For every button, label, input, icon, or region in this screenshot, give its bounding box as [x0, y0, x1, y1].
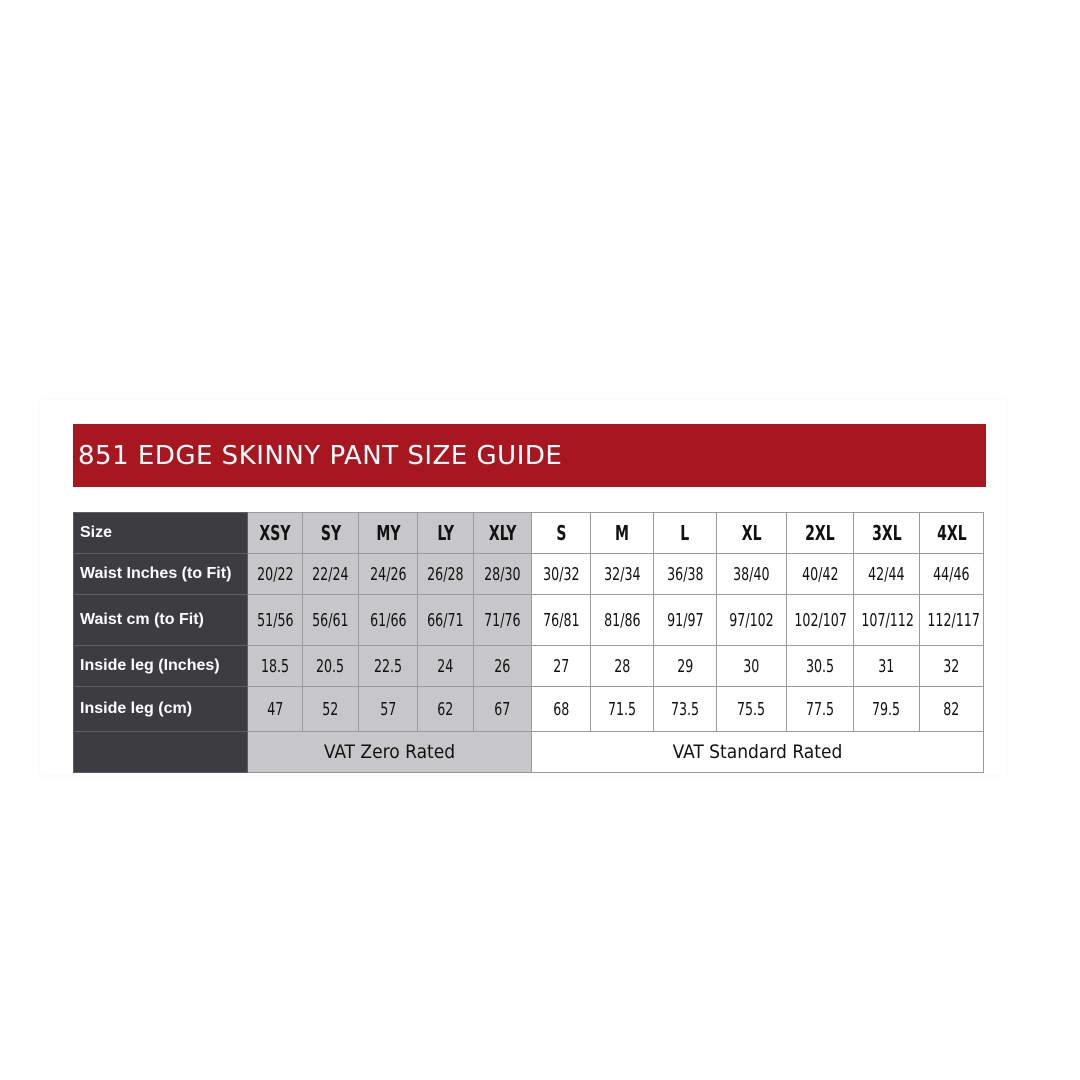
inside-leg-cm-cell — [654, 687, 717, 732]
row-label-size: Size — [74, 513, 248, 554]
row-label-waist-inches: Waist Inches (to Fit) — [74, 554, 248, 595]
waist-inches-cell — [787, 554, 854, 595]
waist-cm-cell-text: 66/71 — [427, 609, 464, 631]
waist-inches-cell — [591, 554, 654, 595]
inside-leg-inches-cell — [474, 646, 532, 687]
waist-cm-cell-text: 91/97 — [666, 609, 704, 631]
inside-leg-inches-row — [74, 646, 984, 687]
inside-leg-cm-cell-text: 68 — [552, 698, 570, 720]
inside-leg-inches-cell-text: 30 — [743, 655, 760, 677]
waist-inches-cell-text: 22/24 — [312, 563, 349, 585]
size-header-text: S — [555, 521, 567, 545]
inside-leg-inches-cell-text: 27 — [552, 655, 570, 677]
inside-leg-cm-cell — [532, 687, 591, 732]
waist-inches-cell-text: 38/40 — [733, 563, 770, 585]
vat-zero-rated-label: VAT Zero Rated — [323, 741, 456, 763]
inside-leg-cm-cell — [854, 687, 920, 732]
size-header-text: XLY — [488, 521, 517, 545]
size-header — [920, 513, 984, 554]
inside-leg-cm-cell — [474, 687, 532, 732]
size-header — [854, 513, 920, 554]
waist-inches-cell-text: 20/22 — [256, 563, 294, 585]
inside-leg-inches-cell — [303, 646, 359, 687]
inside-leg-inches-cell-text: 29 — [676, 655, 694, 677]
waist-inches-cell — [717, 554, 787, 595]
size-header-text: L — [680, 521, 690, 545]
inside-leg-cm-cell-text: 77.5 — [805, 698, 835, 720]
inside-leg-inches-cell-text: 24 — [437, 655, 454, 677]
waist-inches-cell — [532, 554, 591, 595]
waist-cm-cell-text: 102/107 — [794, 609, 847, 631]
waist-cm-cell-text: 112/117 — [927, 609, 980, 631]
inside-leg-inches-cell — [787, 646, 854, 687]
waist-cm-cell — [920, 595, 984, 646]
inside-leg-cm-cell-text: 52 — [322, 698, 339, 720]
inside-leg-inches-cell-text: 18.5 — [260, 655, 290, 677]
waist-cm-cell-text: 61/66 — [369, 609, 407, 631]
size-header — [474, 513, 532, 554]
waist-cm-cell-text: 107/112 — [861, 609, 914, 631]
size-header-text: XSY — [259, 521, 291, 545]
inside-leg-inches-cell — [418, 646, 474, 687]
size-header — [787, 513, 854, 554]
inside-leg-inches-cell — [532, 646, 591, 687]
waist-cm-cell — [418, 595, 474, 646]
waist-cm-cell — [474, 595, 532, 646]
row-label-inside-leg-cm: Inside leg (cm) — [74, 687, 248, 732]
size-table — [73, 512, 984, 773]
size-header-text: XL — [741, 521, 762, 545]
inside-leg-inches-cell — [359, 646, 418, 687]
waist-inches-cell — [248, 554, 303, 595]
inside-leg-cm-cell — [248, 687, 303, 732]
waist-cm-row — [74, 595, 984, 646]
waist-inches-cell — [474, 554, 532, 595]
waist-cm-cell-text: 76/81 — [542, 609, 580, 631]
inside-leg-cm-cell-text: 67 — [494, 698, 511, 720]
waist-inches-cell-text: 42/44 — [868, 563, 905, 585]
inside-leg-cm-cell-text: 75.5 — [737, 698, 766, 720]
inside-leg-inches-cell-text: 20.5 — [316, 655, 345, 677]
waist-cm-cell — [854, 595, 920, 646]
inside-leg-inches-cell-text: 31 — [878, 655, 895, 677]
waist-cm-cell-text: 71/76 — [484, 609, 521, 631]
waist-inches-cell-text: 44/46 — [933, 563, 970, 585]
inside-leg-cm-cell — [717, 687, 787, 732]
waist-inches-cell — [654, 554, 717, 595]
size-header — [418, 513, 474, 554]
inside-leg-inches-cell — [654, 646, 717, 687]
waist-cm-cell-text: 56/61 — [312, 609, 349, 631]
waist-inches-cell-text: 32/34 — [603, 563, 641, 585]
inside-leg-inches-cell — [920, 646, 984, 687]
waist-inches-cell — [854, 554, 920, 595]
size-header — [591, 513, 654, 554]
inside-leg-cm-cell — [359, 687, 418, 732]
size-row — [74, 513, 984, 554]
inside-leg-inches-cell-text: 28 — [613, 655, 631, 677]
vat-zero-rated-cell — [248, 732, 532, 773]
inside-leg-inches-cell-text: 22.5 — [373, 655, 403, 677]
inside-leg-cm-cell-text: 57 — [379, 698, 397, 720]
waist-inches-cell-text: 26/28 — [427, 563, 464, 585]
inside-leg-cm-cell-text: 62 — [437, 698, 454, 720]
size-header-text: M — [615, 521, 629, 545]
inside-leg-cm-cell-text: 82 — [943, 698, 960, 720]
waist-cm-cell — [248, 595, 303, 646]
inside-leg-cm-cell — [787, 687, 854, 732]
inside-leg-inches-cell — [248, 646, 303, 687]
waist-inches-row — [74, 554, 984, 595]
size-header — [303, 513, 359, 554]
row-label-inside-leg-inches: Inside leg (Inches) — [74, 646, 248, 687]
waist-inches-cell-text: 36/38 — [666, 563, 704, 585]
waist-inches-cell — [303, 554, 359, 595]
inside-leg-cm-cell-text: 71.5 — [607, 698, 637, 720]
waist-cm-cell — [591, 595, 654, 646]
waist-cm-cell — [532, 595, 591, 646]
title-banner — [73, 424, 986, 487]
waist-cm-cell — [717, 595, 787, 646]
inside-leg-inches-cell — [717, 646, 787, 687]
inside-leg-inches-cell — [854, 646, 920, 687]
inside-leg-inches-cell-text: 26 — [494, 655, 511, 677]
waist-cm-cell — [303, 595, 359, 646]
size-header — [654, 513, 717, 554]
page-title: 851 EDGE SKINNY PANT SIZE GUIDE — [78, 440, 563, 471]
inside-leg-cm-cell-text: 47 — [266, 698, 284, 720]
vat-standard-rated-label: VAT Standard Rated — [672, 741, 843, 763]
inside-leg-cm-cell-text: 79.5 — [872, 698, 901, 720]
waist-inches-cell — [359, 554, 418, 595]
waist-inches-cell-text: 28/30 — [484, 563, 521, 585]
waist-cm-cell-text: 97/102 — [729, 609, 774, 631]
waist-cm-cell — [654, 595, 717, 646]
waist-inches-cell-text: 24/26 — [369, 563, 407, 585]
waist-inches-cell-text: 30/32 — [542, 563, 580, 585]
size-header-text: LY — [437, 521, 454, 545]
inside-leg-inches-cell-text: 30.5 — [805, 655, 835, 677]
inside-leg-cm-cell — [418, 687, 474, 732]
inside-leg-cm-cell — [303, 687, 359, 732]
inside-leg-cm-cell-text: 73.5 — [670, 698, 700, 720]
vat-standard-rated-cell — [532, 732, 984, 773]
waist-cm-cell — [359, 595, 418, 646]
size-header-text: 2XL — [805, 521, 835, 545]
vat-row — [74, 732, 984, 773]
waist-cm-cell-text: 81/86 — [603, 609, 641, 631]
size-header — [248, 513, 303, 554]
waist-inches-cell — [920, 554, 984, 595]
size-header — [717, 513, 787, 554]
inside-leg-cm-cell — [591, 687, 654, 732]
waist-inches-cell-text: 40/42 — [801, 563, 839, 585]
size-header-text: 3XL — [871, 521, 902, 545]
inside-leg-inches-cell-text: 32 — [943, 655, 960, 677]
inside-leg-inches-cell — [591, 646, 654, 687]
waist-inches-cell — [418, 554, 474, 595]
size-header-text: 4XL — [936, 521, 967, 545]
size-header — [532, 513, 591, 554]
size-header-text: MY — [375, 521, 401, 545]
size-header — [359, 513, 418, 554]
inside-leg-cm-row — [74, 687, 984, 732]
waist-cm-cell-text: 51/56 — [256, 609, 294, 631]
size-header-text: SY — [320, 521, 341, 545]
inside-leg-cm-cell — [920, 687, 984, 732]
waist-cm-cell — [787, 595, 854, 646]
row-label-waist-cm: Waist cm (to Fit) — [74, 595, 248, 646]
row-label-vat-empty — [74, 732, 248, 773]
